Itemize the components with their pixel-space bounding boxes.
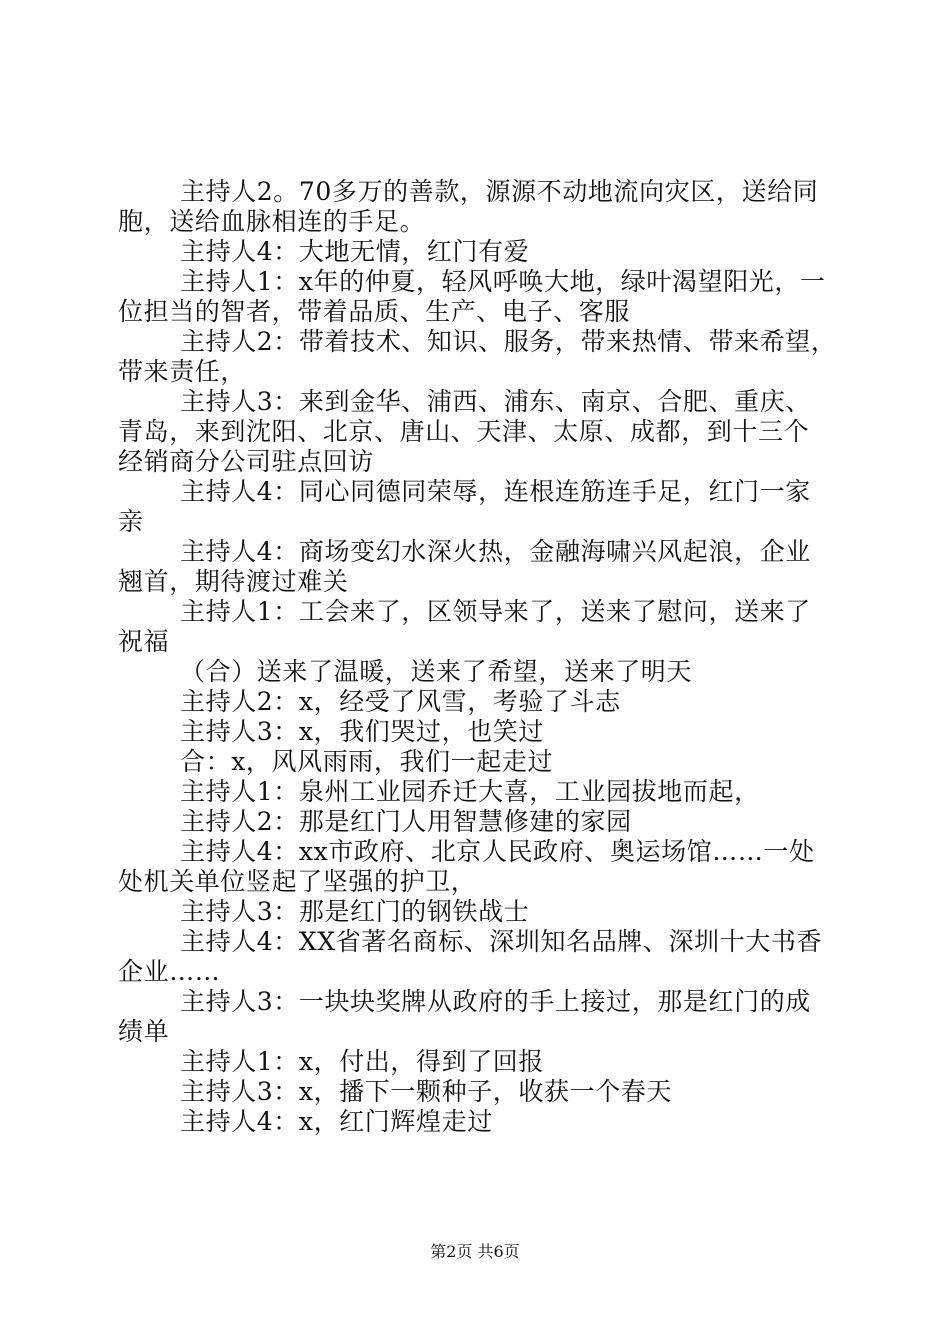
text-line: 经销商分公司驻点回访 — [118, 447, 375, 476]
text-line: 主持人4：商场变幻水深火热，金融海啸兴风起浪，企业 — [180, 537, 811, 566]
text-line: 主持人1：工会来了，区领导来了，送来了慰问，送来了 — [180, 597, 811, 626]
text-line: 主持人1：泉州工业园乔迁大喜，工业园拔地而起， — [180, 777, 760, 806]
text-line: 主持人2：那是红门人用智慧修建的家园 — [180, 807, 632, 836]
text-line: 翘首，期待渡过难关 — [118, 567, 349, 596]
text-line: 合：x，风风雨雨，我们一起走过 — [180, 747, 554, 776]
text-line: 主持人2：带着技术、知识、服务，带来热情、带来希望， — [180, 327, 837, 356]
text-line: 主持人4：xx市政府、北京人民政府、奥运场馆……一处 — [180, 837, 815, 866]
text-line: 主持人3：x，我们哭过，也笑过 — [180, 717, 545, 746]
text-line: 主持人3：来到金华、浦西、浦东、南京、合肥、重庆、 — [180, 387, 811, 416]
text-line: 企业…… — [118, 957, 221, 986]
text-line: 主持人4：大地无情，红门有爱 — [180, 237, 530, 266]
text-line: 主持人1：x，付出，得到了回报 — [180, 1047, 545, 1076]
text-line: 主持人2：x，经受了风雪，考验了斗志 — [180, 687, 621, 716]
text-line: 位担当的智者，带着品质、生产、电子、客服 — [118, 297, 631, 326]
document-body — [118, 177, 838, 1137]
text-line: （合）送来了温暖，送来了希望，送来了明天 — [180, 657, 693, 686]
text-line: 主持人2。70多万的善款，源源不动地流向灾区，送给同 — [180, 177, 819, 206]
text-line: 主持人3：那是红门的钢铁战士 — [180, 897, 530, 926]
text-line: 胞，送给血脉相连的手足。 — [118, 207, 426, 236]
text-line: 主持人3：一块块奖牌从政府的手上接过，那是红门的成 — [180, 987, 811, 1016]
text-line: 绩单 — [118, 1017, 170, 1046]
text-line: 带来责任， — [118, 357, 247, 386]
text-line: 亲 — [118, 507, 144, 536]
text-line: 处机关单位竖起了坚强的护卫， — [118, 867, 477, 896]
text-line: 主持人4：同心同德同荣辱，连根连筋连手足，红门一家 — [180, 477, 811, 506]
text-line: 主持人1：x年的仲夏，轻风呼唤大地，绿叶渴望阳光，一 — [180, 267, 826, 296]
text-line: 主持人4：XX省著名商标、深圳知名品牌、深圳十大书香 — [180, 927, 823, 956]
page-footer: 第2页 共6页 — [430, 1242, 520, 1261]
text-line: 青岛，来到沈阳、北京、唐山、天津、太原、成都，到十三个 — [118, 417, 810, 446]
text-line: 主持人4：x，红门辉煌走过 — [180, 1107, 493, 1136]
text-line: 祝福 — [118, 627, 170, 656]
text-line: 主持人3：x，播下一颗种子，收获一个春天 — [180, 1077, 673, 1106]
